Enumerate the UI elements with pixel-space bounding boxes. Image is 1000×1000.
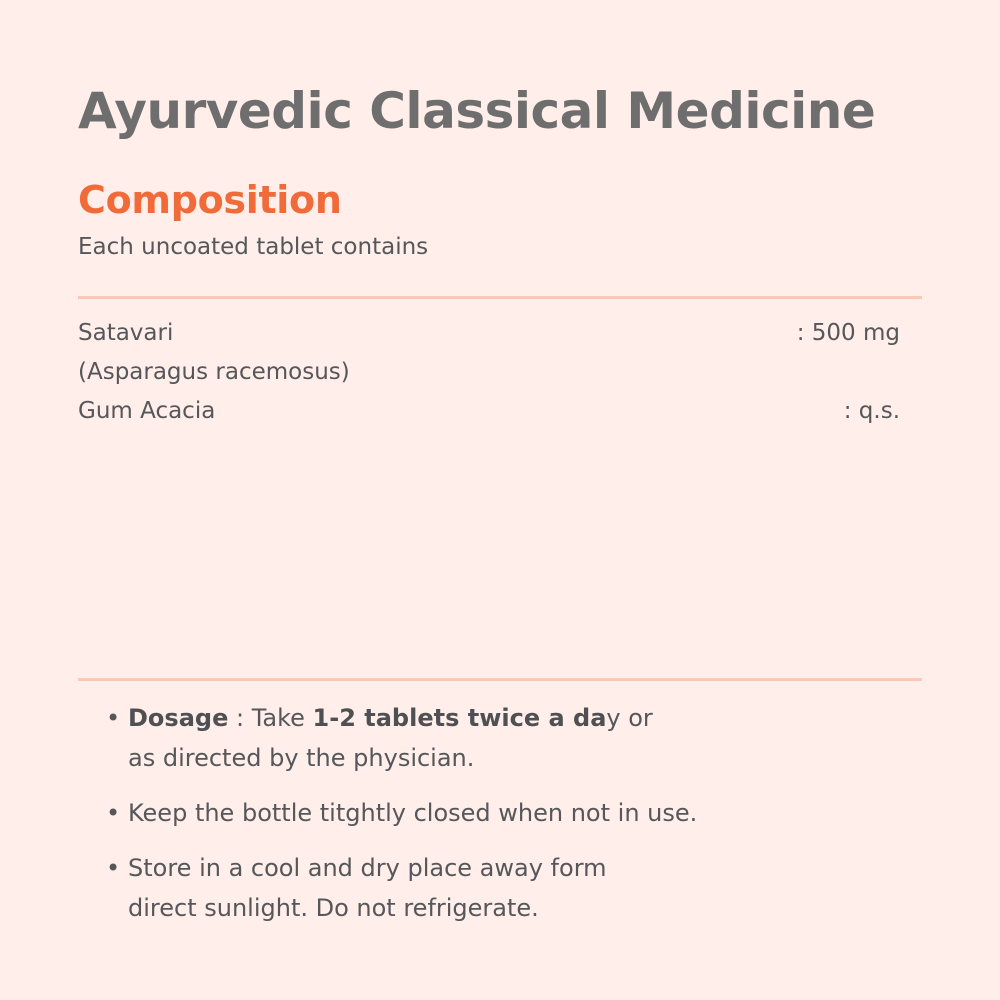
storage-line-2: direct sunlight. Do not refrigerate. [128, 894, 539, 922]
bottle-text: Keep the bottle titghtly closed when not in use. [128, 799, 698, 827]
storage-line-1: Store in a cool and dry place away form [128, 854, 607, 882]
composition-heading: Composition [78, 178, 342, 222]
dosage-label: Dosage [128, 704, 229, 732]
storage-note [104, 848, 804, 928]
ingredient-amount: : 500 mg [796, 320, 900, 346]
bullet-icon: • [106, 854, 121, 882]
ingredient-name: Satavari [78, 320, 174, 346]
page-title: Ayurvedic Classical Medicine [78, 82, 876, 140]
ingredient-name: Gum Acacia [78, 398, 216, 424]
dosage-note [104, 698, 804, 778]
dosage-amount: 1-2 tablets twice a da [312, 704, 607, 732]
ingredient-row-gum-acacia [78, 392, 900, 431]
ingredient-row-satavari [78, 314, 900, 392]
bottle-note [104, 793, 804, 833]
dosage-line-2: as directed by the physician. [128, 744, 475, 772]
ingredient-name-group [78, 392, 215, 431]
dosage-line-1 [128, 698, 804, 738]
composition-subheading: Each uncoated tablet contains [78, 234, 429, 260]
ingredient-name-group [78, 314, 350, 392]
ingredients-list [78, 314, 900, 431]
top-divider [78, 296, 922, 299]
dosage-rest: y or [606, 704, 653, 732]
ingredient-amount: : q.s. [843, 398, 900, 424]
bullet-icon: • [106, 704, 121, 732]
dosage-separator: : Take [228, 704, 313, 732]
bullet-icon: • [106, 799, 121, 827]
bottom-divider [78, 678, 922, 681]
ingredient-latin-name: (Asparagus racemosus) [78, 359, 350, 385]
instructions-list [104, 698, 804, 943]
